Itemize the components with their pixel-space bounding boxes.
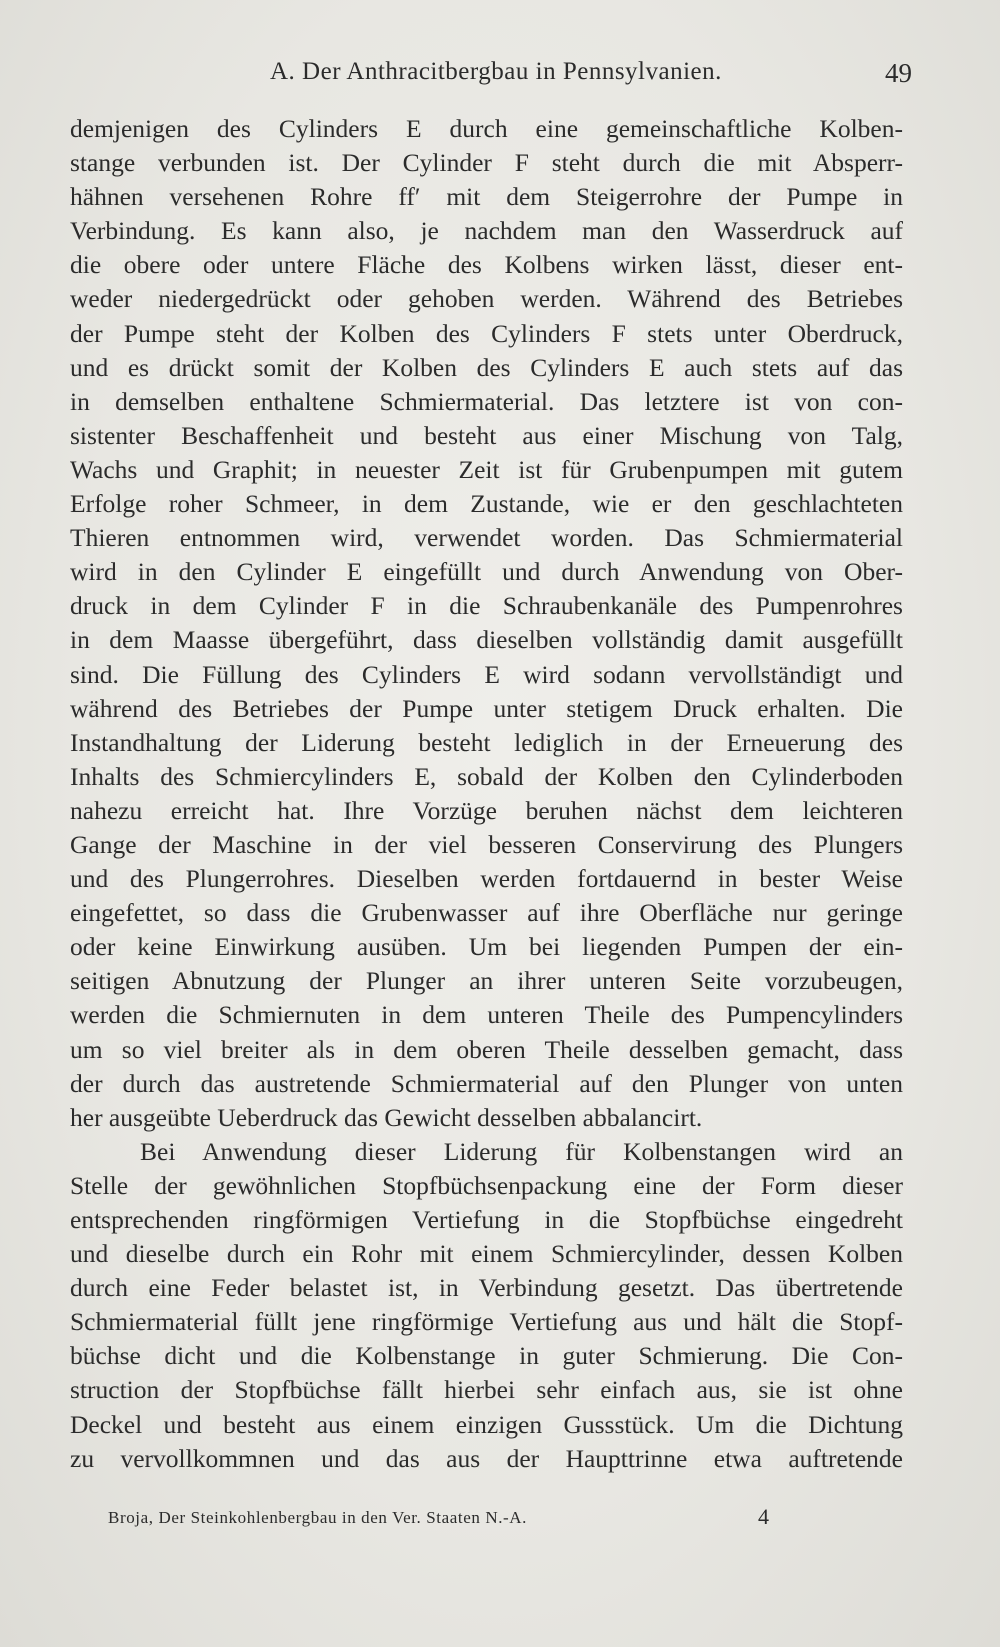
text-line: Verbindung. Es kann also, je nachdem man den Wasserdruck auf (70, 216, 903, 246)
text-line: der durch das austretende Schmiermaterial auf den Plunger von unten (70, 1068, 903, 1098)
text-line: Stelle der gewöhnlichen Stopfbüchsenpackung eine der Form dieser (70, 1170, 903, 1200)
text-line: sistenter Beschaffenheit und besteht aus einer Mischung von Talg, (70, 420, 903, 450)
text-line: um so viel breiter als in dem oberen Theile desselben gemacht, dass (70, 1034, 903, 1064)
text-line: und dieselbe durch ein Rohr mit einem Schmiercylinder, dessen Kolben (70, 1239, 903, 1269)
text-line: während des Betriebes der Pumpe unter stetigem Druck erhalten. Die (70, 693, 903, 723)
page-footer (108, 1504, 828, 1538)
text-line: Deckel und besteht aus einem einzigen Gussstück. Um die Dichtung (70, 1409, 903, 1439)
text-line: struction der Stopfbüchse fällt hierbei sehr einfach aus, sie ist ohne (70, 1375, 903, 1405)
text-line: wird in den Cylinder E eingefüllt und durch Anwendung von Ober- (70, 557, 903, 587)
text-line: seitigen Abnutzung der Plunger an ihrer unteren Seite vorzubeugen, (70, 966, 903, 996)
text-line: und es drückt somit der Kolben des Cylinders E auch stets auf das (70, 352, 903, 382)
body-text (70, 112, 903, 1476)
text-line: in demselben enthaltene Schmiermaterial. Das letztere ist von con- (70, 386, 903, 416)
page-number: 49 (885, 58, 912, 88)
text-line: der Pumpe steht der Kolben des Cylinders F stets unter Oberdruck, (70, 318, 903, 348)
text-line: Wachs und Graphit; in neuester Zeit ist für Grubenpumpen mit gutem (70, 454, 903, 484)
text-line: stange verbunden ist. Der Cylinder F steht durch die mit Absperr- (70, 148, 903, 178)
text-line: büchse dicht und die Kolbenstange in guter Schmierung. Die Con- (70, 1341, 903, 1371)
text-line: Erfolge roher Schmeer, in dem Zustande, wie er den geschlachteten (70, 489, 903, 519)
text-line: werden die Schmiernuten in dem unteren Theile des Pumpencylinders (70, 1000, 903, 1030)
footer-citation: Broja, Der Steinkohlenbergbau in den Ver. Staaten N.-A. (108, 1508, 528, 1527)
running-head (60, 58, 910, 98)
text-line: und des Plungerrohres. Dieselben werden fortdauernd in bester Weise (70, 864, 903, 894)
text-line: her ausgeübte Ueberdruck das Gewicht desselben abbalancirt. (70, 1102, 703, 1132)
text-line: Inhalts des Schmiercylinders E, sobald der Kolben den Cylinderboden (70, 761, 903, 791)
text-line: Gange der Maschine in der viel besseren Conservirung des Plungers (70, 829, 903, 859)
text-line: demjenigen des Cylinders E durch eine gemeinschaftliche Kolben- (70, 114, 903, 143)
signature-mark: 4 (758, 1504, 769, 1529)
text-line: Schmiermaterial füllt jene ringförmige Vertiefung aus und hält die Stopf- (70, 1307, 903, 1337)
text-line: zu vervollkommnen und das aus der Haupttrinne etwa auftretende (70, 1443, 903, 1473)
text-line: in dem Maasse übergeführt, dass dieselben vollständig damit ausgefüllt (70, 625, 903, 655)
text-line: eingefettet, so dass die Grubenwasser auf ihre Oberfläche nur geringe (70, 898, 903, 928)
text-line: Instandhaltung der Liderung besteht lediglich in der Erneuerung des (70, 727, 903, 757)
text-line: oder keine Einwirkung ausüben. Um bei liegenden Pumpen der ein- (70, 932, 903, 962)
text-line: Bei Anwendung dieser Liderung für Kolbenstangen wird an (140, 1136, 903, 1166)
text-line: die obere oder untere Fläche des Kolbens wirken lässt, dieser ent- (70, 250, 903, 280)
text-line: entsprechenden ringförmigen Vertiefung in die Stopfbüchse eingedreht (70, 1205, 903, 1234)
text-line: hähnen versehenen Rohre ff′ mit dem Steigerrohre der Pumpe in (70, 182, 903, 212)
running-head-title: A. Der Anthracitbergbau in Pennsylvanien. (270, 58, 722, 85)
text-line: druck in dem Cylinder F in die Schraubenkanäle des Pumpenrohres (70, 591, 903, 621)
text-line: weder niedergedrückt oder gehoben werden. Während des Betriebes (70, 284, 903, 314)
text-line: Thieren entnommen wird, verwendet worden. Das Schmiermaterial (70, 523, 903, 553)
text-line: sind. Die Füllung des Cylinders E wird sodann vervollständigt und (70, 659, 903, 689)
text-line: durch eine Feder belastet ist, in Verbindung gesetzt. Das übertretende (70, 1273, 903, 1303)
text-line: nahezu erreicht hat. Ihre Vorzüge beruhen nächst dem leichteren (70, 795, 903, 825)
